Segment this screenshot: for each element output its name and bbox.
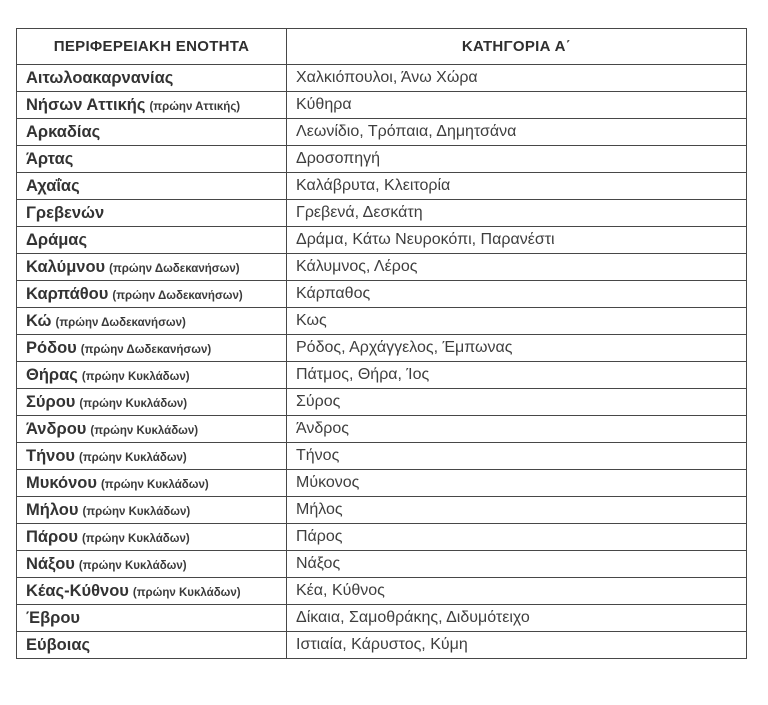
category-a-cell: Γρεβενά, Δεσκάτη xyxy=(287,200,747,227)
table-row xyxy=(17,497,747,524)
former-prefecture-note: (πρώην Κυκλάδων) xyxy=(79,397,188,410)
regional-unit-name: Ρόδου xyxy=(26,338,77,357)
table-row xyxy=(17,389,747,416)
regional-units-table xyxy=(16,28,747,659)
table-row xyxy=(17,65,747,92)
category-a-cell: Καλάβρυτα, Κλειτορία xyxy=(287,173,747,200)
regional-unit-name: Σύρου xyxy=(26,392,76,411)
regional-unit-cell xyxy=(17,632,287,659)
table-row xyxy=(17,92,747,119)
table-row xyxy=(17,119,747,146)
regional-unit-name: Γρεβενών xyxy=(26,203,105,222)
regional-unit-cell xyxy=(17,551,287,578)
regional-unit-name: Εύβοιας xyxy=(26,635,91,654)
regional-unit-cell xyxy=(17,92,287,119)
regional-unit-cell xyxy=(17,524,287,551)
regional-unit-name: Τήνου xyxy=(26,446,76,465)
regional-unit-cell xyxy=(17,200,287,227)
regional-unit-name: Αχαΐας xyxy=(26,176,80,195)
header-row xyxy=(17,29,747,65)
regional-unit-cell xyxy=(17,443,287,470)
regional-unit-cell xyxy=(17,281,287,308)
regional-unit-name: Πάρου xyxy=(26,527,78,546)
former-prefecture-note: (πρώην Κυκλάδων) xyxy=(100,478,209,491)
former-prefecture-note: (πρώην Δωδεκανήσων) xyxy=(109,262,240,275)
regional-unit-name: Αιτωλοακαρνανίας xyxy=(26,68,174,87)
table-row xyxy=(17,524,747,551)
former-prefecture-note: (πρώην Κυκλάδων) xyxy=(82,505,191,518)
regional-unit-name: Άνδρου xyxy=(26,419,87,438)
regional-unit-cell xyxy=(17,416,287,443)
table-body xyxy=(17,65,747,659)
regional-unit-name: Μυκόνου xyxy=(26,473,97,492)
regional-unit-cell xyxy=(17,227,287,254)
former-prefecture-note: (πρώην Κυκλάδων) xyxy=(90,424,199,437)
table-row xyxy=(17,173,747,200)
table-row xyxy=(17,416,747,443)
category-a-cell: Σύρος xyxy=(287,389,747,416)
category-a-cell: Δίκαια, Σαμοθράκης, Διδυμότειχο xyxy=(287,605,747,632)
category-a-cell: Μύκονος xyxy=(287,470,747,497)
former-prefecture-note: (πρώην Κυκλάδων) xyxy=(81,370,190,383)
regional-unit-name: Νήσων Αττικής xyxy=(26,95,146,114)
regional-unit-name: Αρκαδίας xyxy=(26,122,101,141)
former-prefecture-note: (πρώην Δωδεκανήσων) xyxy=(112,289,243,302)
category-a-cell: Άνδρος xyxy=(287,416,747,443)
category-a-cell: Κύθηρα xyxy=(287,92,747,119)
former-prefecture-note: (πρώην Δωδεκανήσων) xyxy=(80,343,212,356)
category-a-cell: Χαλκιόπουλοι, Άνω Χώρα xyxy=(287,65,747,92)
table-header xyxy=(17,29,747,65)
table-row xyxy=(17,578,747,605)
table-row xyxy=(17,281,747,308)
table-row xyxy=(17,470,747,497)
regional-unit-cell xyxy=(17,335,287,362)
regional-unit-cell xyxy=(17,146,287,173)
table-row xyxy=(17,551,747,578)
table-row xyxy=(17,335,747,362)
category-a-cell: Δράμα, Κάτω Νευροκόπι, Παρανέστι xyxy=(287,227,747,254)
regional-unit-name: Άρτας xyxy=(26,149,74,168)
regional-unit-name: Καλύμνου xyxy=(26,257,106,276)
category-a-cell: Πάτμος, Θήρα, Ίος xyxy=(287,362,747,389)
table-row xyxy=(17,254,747,281)
former-prefecture-note: (πρώην Κυκλάδων) xyxy=(78,559,187,572)
regional-unit-cell xyxy=(17,362,287,389)
former-prefecture-note: (πρώην Κυκλάδων) xyxy=(79,451,187,464)
regional-unit-cell xyxy=(17,497,287,524)
header-regional-unit: ΠΕΡΙΦΕΡΕΙΑΚΗ ΕΝΟΤΗΤΑ xyxy=(17,29,287,65)
former-prefecture-note: (πρώην Κυκλάδων) xyxy=(81,532,190,545)
regional-unit-cell xyxy=(17,470,287,497)
category-a-cell: Νάξος xyxy=(287,551,747,578)
regional-unit-cell xyxy=(17,119,287,146)
regional-unit-cell xyxy=(17,308,287,335)
regional-unit-cell xyxy=(17,173,287,200)
former-prefecture-note: (πρώην Αττικής) xyxy=(149,100,241,113)
category-a-cell: Δροσοπηγή xyxy=(287,146,747,173)
regional-unit-cell xyxy=(17,605,287,632)
former-prefecture-note: (πρώην Δωδεκανήσων) xyxy=(55,316,186,329)
category-a-cell: Κάρπαθος xyxy=(287,281,747,308)
regional-unit-name: Κέας-Κύθνου xyxy=(26,581,129,600)
table-row xyxy=(17,200,747,227)
header-category-a: ΚΑΤΗΓΟΡΙΑ Α΄ xyxy=(287,29,747,65)
category-a-cell: Ρόδος, Αρχάγγελος, Έμπωνας xyxy=(287,335,747,362)
regional-unit-cell xyxy=(17,65,287,92)
regional-unit-name: Καρπάθου xyxy=(26,284,109,303)
table-row xyxy=(17,308,747,335)
table-row xyxy=(17,605,747,632)
regional-unit-cell xyxy=(17,389,287,416)
regional-unit-cell xyxy=(17,254,287,281)
former-prefecture-note: (πρώην Κυκλάδων) xyxy=(132,586,241,599)
category-a-cell: Κέα, Κύθνος xyxy=(287,578,747,605)
table-row xyxy=(17,146,747,173)
table-row xyxy=(17,227,747,254)
regional-unit-name: Μήλου xyxy=(26,500,79,519)
category-a-cell: Μήλος xyxy=(287,497,747,524)
regional-unit-name: Κώ xyxy=(26,311,52,330)
table-row xyxy=(17,443,747,470)
category-a-cell: Κως xyxy=(287,308,747,335)
regional-unit-cell xyxy=(17,578,287,605)
regional-unit-name: Έβρου xyxy=(26,608,81,627)
regional-unit-name: Δράμας xyxy=(26,230,88,249)
category-a-cell: Λεωνίδιο, Τρόπαια, Δημητσάνα xyxy=(287,119,747,146)
regional-unit-name: Θήρας xyxy=(26,365,78,384)
category-a-cell: Ιστιαία, Κάρυστος, Κύμη xyxy=(287,632,747,659)
category-a-cell: Πάρος xyxy=(287,524,747,551)
table-row xyxy=(17,362,747,389)
table-row xyxy=(17,632,747,659)
category-a-cell: Κάλυμνος, Λέρος xyxy=(287,254,747,281)
regional-unit-name: Νάξου xyxy=(26,554,75,573)
category-a-cell: Τήνος xyxy=(287,443,747,470)
